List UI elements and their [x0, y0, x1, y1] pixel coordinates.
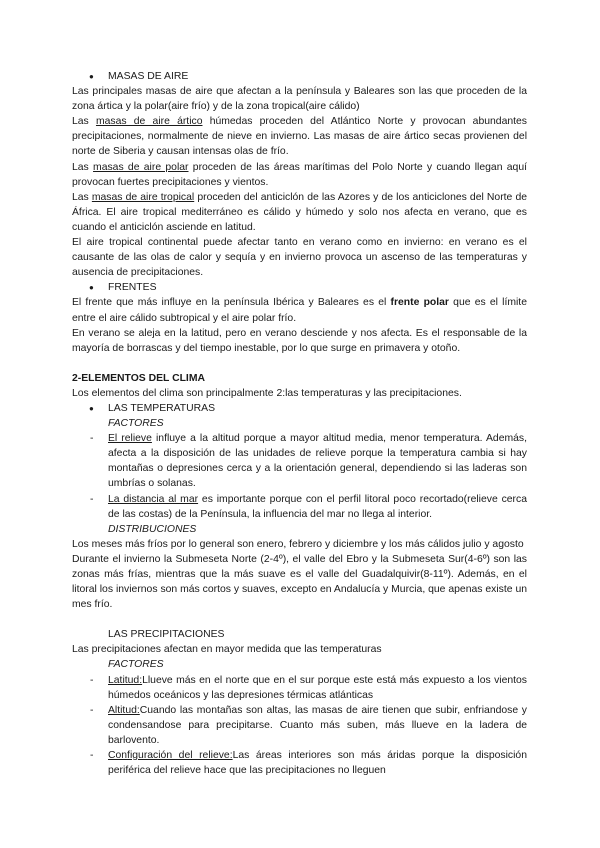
temperaturas-factores: FACTORES: [108, 418, 164, 430]
temperaturas-heading: ● LAS TEMPERATURAS: [72, 401, 527, 416]
distancia-item: - La distancia al mar es importante porque con el perfil litoral poco recortado(relieve cerca de las costas) de la Península, la influencia del mar no llega al interior.: [72, 492, 527, 522]
masas-polar-term: masas de aire polar: [93, 161, 189, 173]
altitud-term: Altitud:: [108, 704, 140, 716]
masas-artico-paragraph: Las masas de aire ártico húmedas proceden del Atlántico Norte y provocan abundantes precipitaciones, normalmente de nieve en invierno. Las masas de aire ártico secas provienen del norte de Siberia y causan intensas olas de frío.: [72, 116, 527, 158]
distribuciones-paragraph-1: Los meses más fríos por lo general son enero, febrero y diciembre y los más cálidos julio y agosto: [72, 538, 524, 550]
masas-intro: Las principales masas de aire que afectan a la península y Baleares son las que proceden de la zona ártica y la polar(aire frío) y de la zona tropical(aire cálido): [72, 86, 527, 113]
altitud-item: - Altitud:Cuando las montañas son altas, las masas de aire tienen que subir, enfriandose y condensandose para precipitarse. Cuanto más suben, más llueve en la ladera de barlovento.: [72, 703, 527, 748]
document-page: [72, 69, 527, 778]
frentes-paragraph-2: En verano se aleja en la latitud, pero en verano desciende y nos afecta. Es el responsable de la mayoría de borrascas y del tiempo inestable, por lo que surge en primavera y otoño.: [72, 327, 527, 354]
distribuciones-paragraph-2: Durante el invierno la Submeseta Norte (2-4º), el valle del Ebro y la Submeseta Sur(4-6º) son las zonas más frías, mientras que la más suave es el valle del Guadalquivir(8-11º). Además, en el litoral los inviernos son más cortos y suaves, excepto en Andalucía y Murcia, que apenas existe un mes frío.: [72, 553, 527, 611]
masas-artico-term: masas de aire ártico: [95, 116, 203, 128]
elementos-heading: 2-ELEMENTOS DEL CLIMA: [72, 372, 205, 384]
relieve-item: - El relieve influye a la altitud porque a mayor altitud media, menor temperatura. Además, afecta a la disposición de las unidades de relieve porque la temperatura cambia si hay montañas o depresiones cerca y a la orientación general, dependiendo si las laderas son umbrías o solanas.: [72, 431, 527, 491]
elementos-intro: Los elementos del clima son principalmente 2:las temperaturas y las precipitaciones.: [72, 387, 462, 399]
relieve-term: El relieve: [108, 433, 152, 445]
masas-polar-paragraph: Las masas de aire polar proceden de las áreas marítimas del Polo Norte y cuando llegan aquí provocan fuertes precipitaciones y vientos.: [72, 161, 527, 188]
latitud-item: - Latitud:Llueve más en el norte que en el sur porque este está más expuesto a los vientos húmedos oceánicos y las depresiones térmicas atlánticas: [72, 673, 527, 703]
masas-tropical-paragraph: Las masas de aire tropical proceden del anticiclón de las Azores y de los anticiclones del Norte de África. El aire tropical mediterráneo es cálido y húmedo y solo nos afecta en verano, que es cuando el anticiclón asciende en latitud.: [72, 191, 527, 233]
frentes-paragraph-1: El frente que más influye en la península Ibérica y Baleares es el frente polar que es el límite entre el aire cálido subtropical y el aire polar frío.: [72, 297, 527, 324]
masas-tropical-term: masas de aire tropical: [91, 191, 195, 203]
precipitaciones-intro: Las precipitaciones afectan en mayor medida que las temperaturas: [72, 644, 382, 656]
precipitaciones-factores: FACTORES: [108, 659, 164, 671]
configuracion-term: Configuración del relieve:: [108, 750, 233, 762]
distancia-term: La distancia al mar: [108, 493, 199, 505]
temperaturas-distribuciones: DISTRIBUCIONES: [108, 523, 197, 535]
masas-continental-paragraph: El aire tropical continental puede afectar tanto en verano como en invierno: en verano es el causante de las olas de calor y sequía y en invierno provoca un ascenso de las temperaturas y ausencia de precipitaciones.: [72, 237, 527, 279]
latitud-term: Latitud:: [108, 674, 143, 686]
precipitaciones-heading: LAS PRECIPITACIONES: [108, 629, 225, 641]
configuracion-item: - Configuración del relieve:Las áreas interiores son más áridas porque la disposición periférica del relieve hace que las precipitaciones no lleguen: [72, 748, 527, 778]
frente-polar-term: frente polar: [390, 297, 449, 309]
frentes-heading: ● FRENTES: [72, 280, 527, 295]
masas-heading: ● MASAS DE AIRE: [72, 69, 527, 84]
